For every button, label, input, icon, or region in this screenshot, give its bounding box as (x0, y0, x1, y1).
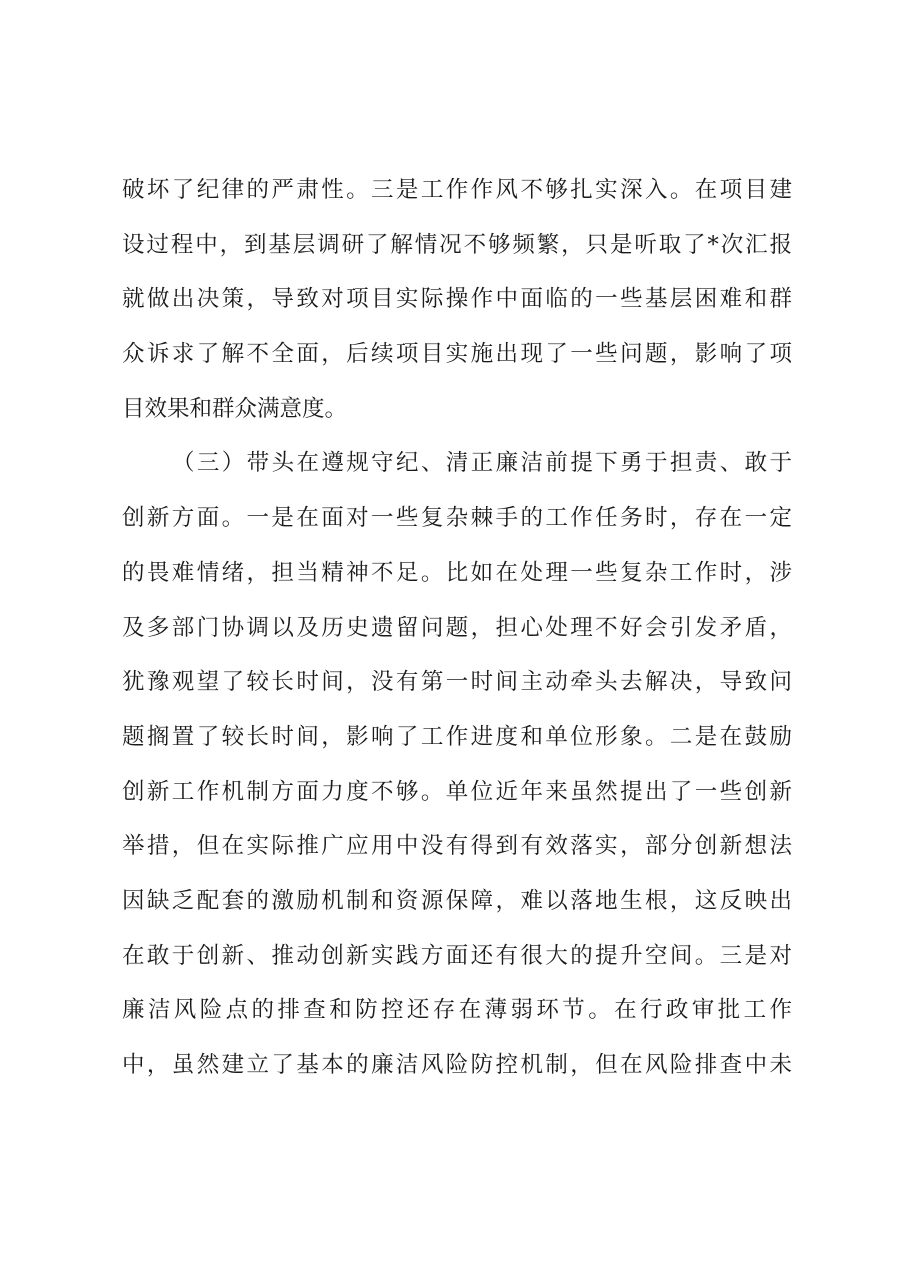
text-line: 犹豫观望了较长时间，没有第一时间主动牵头去解决，导致问 (122, 669, 792, 696)
document-body (122, 163, 792, 1093)
text-line: 目效果和群众满意度。 (122, 395, 348, 422)
text-line: 廉洁风险点的排查和防控还存在薄弱环节。在行政审批工作 (122, 997, 792, 1024)
text-line: 设过程中，到基层调研了解情况不够频繁，只是听取了*次汇报 (122, 231, 792, 258)
text-line: 创新方面。一是在面对一些复杂棘手的工作任务时，存在一定 (122, 505, 792, 532)
text-line: 举措，但在实际推广应用中没有得到有效落实，部分创新想法 (122, 833, 792, 860)
text-line: 就做出决策，导致对项目实际操作中面临的一些基层困难和群 (122, 286, 792, 313)
text-line: 及多部门协调以及历史遗留问题，担心处理不好会引发矛盾， (122, 614, 792, 641)
text-line: 破坏了纪律的严肃性。三是工作作风不够扎实深入。在项目建 (122, 177, 792, 203)
text-line: 众诉求了解不全面，后续项目实施出现了一些问题，影响了项 (122, 341, 792, 368)
text-line: 中，虽然建立了基本的廉洁风险防控机制，但在风险排查中未 (122, 1052, 792, 1078)
text-line: 因缺乏配套的激励机制和资源保障，难以落地生根，这反映出 (122, 887, 792, 914)
text-line: 的畏难情绪，担当精神不足。比如在处理一些复杂工作时，涉 (122, 559, 792, 586)
text-line: 在敢于创新、推动创新实践方面还有很大的提升空间。三是对 (122, 942, 792, 969)
section-heading-line: （三）带头在遵规守纪、清正廉洁前提下勇于担责、敢于 (172, 450, 792, 477)
text-line: 题搁置了较长时间，影响了工作进度和单位形象。二是在鼓励 (122, 723, 792, 750)
text-line: 创新工作机制方面力度不够。单位近年来虽然提出了一些创新 (122, 778, 792, 805)
